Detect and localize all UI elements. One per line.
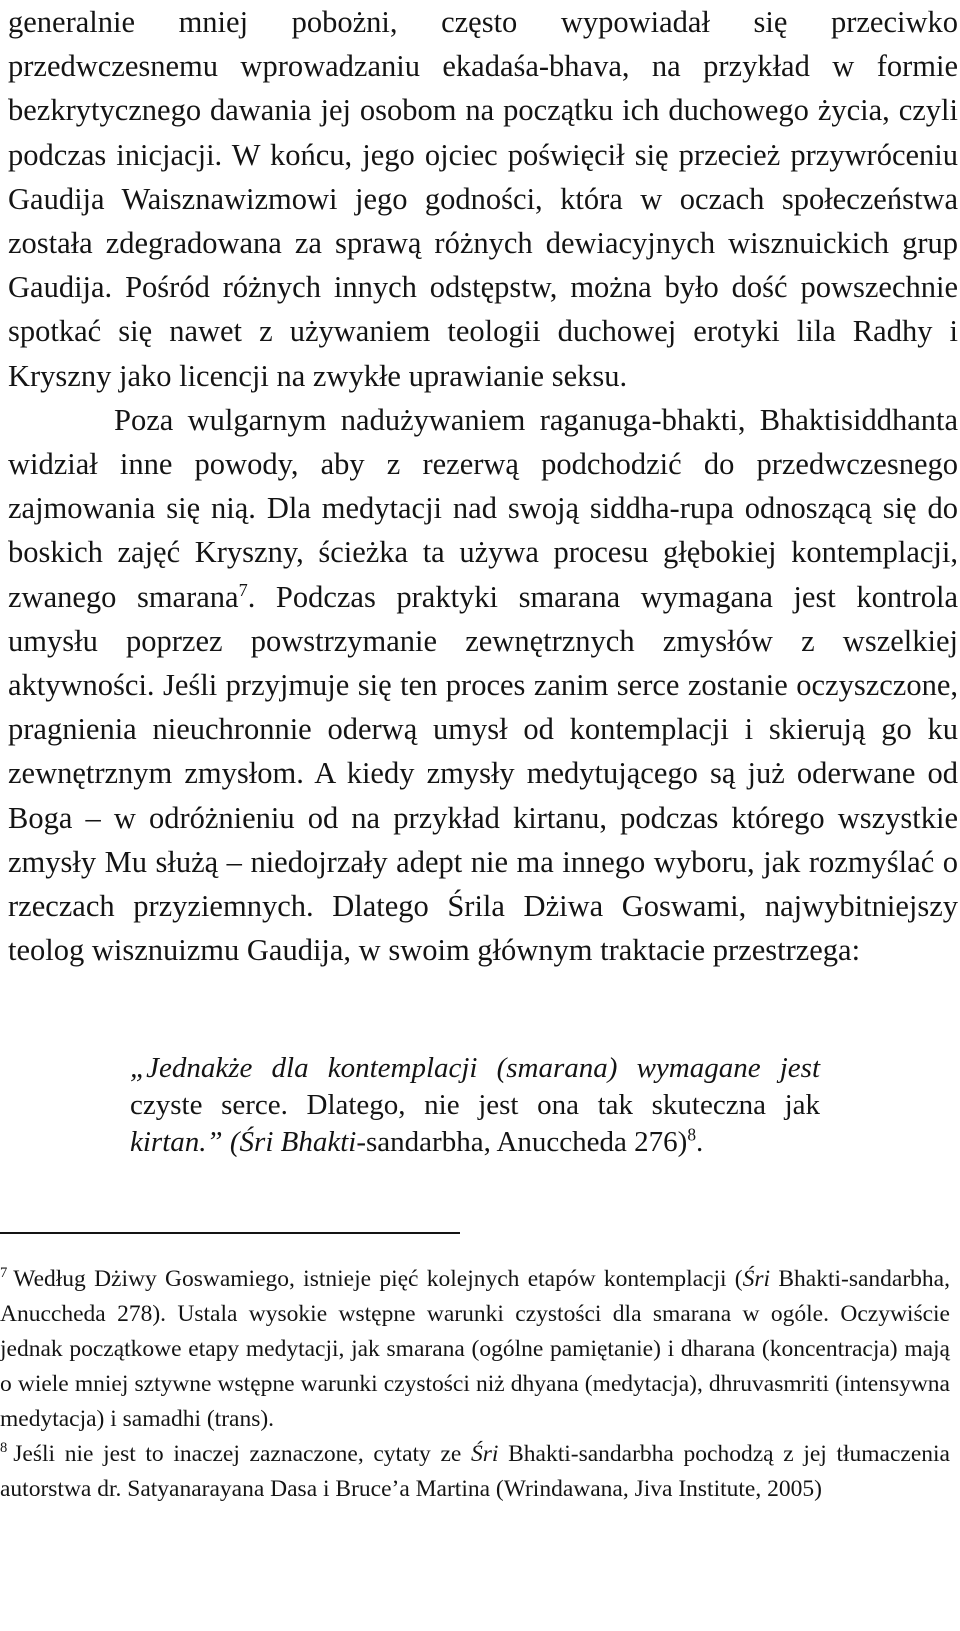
body-text	[8, 0, 958, 972]
paragraph-1	[8, 0, 958, 398]
footnote-ref-8[interactable]: 8	[687, 1124, 697, 1145]
quote-italic-end: kirtan.” (Śri Bhakti	[130, 1126, 357, 1158]
footnote-text: Według Dżiwy Goswamiego, istnieje pięć kolejnych etapów kontemplacji (	[13, 1266, 743, 1292]
quote-source: -sandarbha, Anuccheda 276)	[356, 1126, 688, 1158]
footnote-number: 8	[0, 1440, 8, 1457]
quote-italic-line: „Jednakże dla kontemplacji (smarana) wymagane jest	[130, 1052, 820, 1084]
footnote-text-continued: Bhakti-sandarbha pochodzą z jej tłumaczenia autorstwa dr. Satyanarayana Dasa i Bruce’a Martina (Wrindawana, Jiva Institute, 2005)	[0, 1441, 950, 1502]
footnote-italic: Śri	[742, 1266, 771, 1292]
paragraph-1-text: generalnie mniej pobożni, często wypowiadał się przeciwko przedwczesnemu wprowadzaniu ekadaśa-bhava, na przykład w formie bezkrytycznego dawania jej osobom na początku ich duchowego życia, czyli podczas inicjacji. W końcu, jego ojciec poświęcił się przecież przywróceniu Gaudija Waisznawizmowi jego godności, która w oczach społeczeństwa została zdegradowana za sprawą różnych dewiacyjnych wisznuickich grup Gaudija. Pośród różnych innych odstępstw, można było dość powszechnie spotkać się nawet z używaniem teologii duchowej erotyki lila Radhy i Kryszny jako licencji na zwykłe uprawianie seksu.	[8, 5, 958, 393]
block-quote	[130, 1050, 820, 1161]
footnotes	[0, 1262, 950, 1507]
footnote-italic: Śri	[470, 1441, 499, 1467]
document-page	[8, 0, 958, 972]
quote-text	[130, 1050, 820, 1161]
footnote-7	[0, 1262, 950, 1437]
footnote-text: Jeśli nie jest to inaczej zaznaczone, cytaty ze	[13, 1441, 471, 1467]
footnote-8	[0, 1437, 950, 1507]
footnote-text-continued: Bhakti-sandarbha, Anuccheda 278). Ustala wysokie wstępne warunki czystości dla smarana w ogóle. Oczywiście jednak początkowe etapy medytacji, jak smarana (ogólne pamiętanie) i dharana (koncentracja) mają o wiele mniej sztywne wstępne warunki czystości niż dhyana (medytacja), dhruvasmriti (intensywna medytacja) i samadhi (trans).	[0, 1266, 950, 1432]
paragraph-2-continuation: . Podczas praktyki smarana wymagana jest kontrola umysłu poprzez powstrzymanie zewnętrznych zmysłów z wszelkiej aktywności. Jeśli przyjmuje się ten proces zanim serce zostanie oczyszczone, pragnienia nieuchronnie oderwą umysł od kontemplacji i skierują go ku zewnętrznym zmysłom. A kiedy zmysły medytującego są już oderwane od Boga – w odróżnieniu od na przykład kirtanu, podczas którego wszystkie zmysły Mu służą – niedojrzały adept nie ma innego wyboru, jak rozmyślać o rzeczach przyziemnych. Dlatego Śrila Dżiwa Goswami, najwybitniejszy teolog wisznuizmu Gaudija, w swoim głównym traktacie przestrzega:	[8, 579, 958, 968]
footnote-separator	[0, 1232, 460, 1234]
footnote-number: 7	[0, 1265, 8, 1282]
quote-end: .	[696, 1126, 704, 1158]
footnote-ref-7[interactable]: 7	[238, 579, 248, 600]
quote-plain-line: czyste serce. Dlatego, nie jest ona tak skuteczna jak	[130, 1089, 820, 1121]
paragraph-2-text: Poza wulgarnym nadużywaniem raganuga-bhakti, Bhaktisiddhanta widział inne powody, aby z rezerwą podchodzić do przedwczesnego zajmowania się nią. Dla medytacji nad swoją siddha-rupa odnoszącą się do boskich zajęć Kryszny, ścieżka ta używa procesu głębokiej kontemplacji, zwanego smarana	[8, 402, 958, 614]
paragraph-2	[8, 398, 958, 973]
